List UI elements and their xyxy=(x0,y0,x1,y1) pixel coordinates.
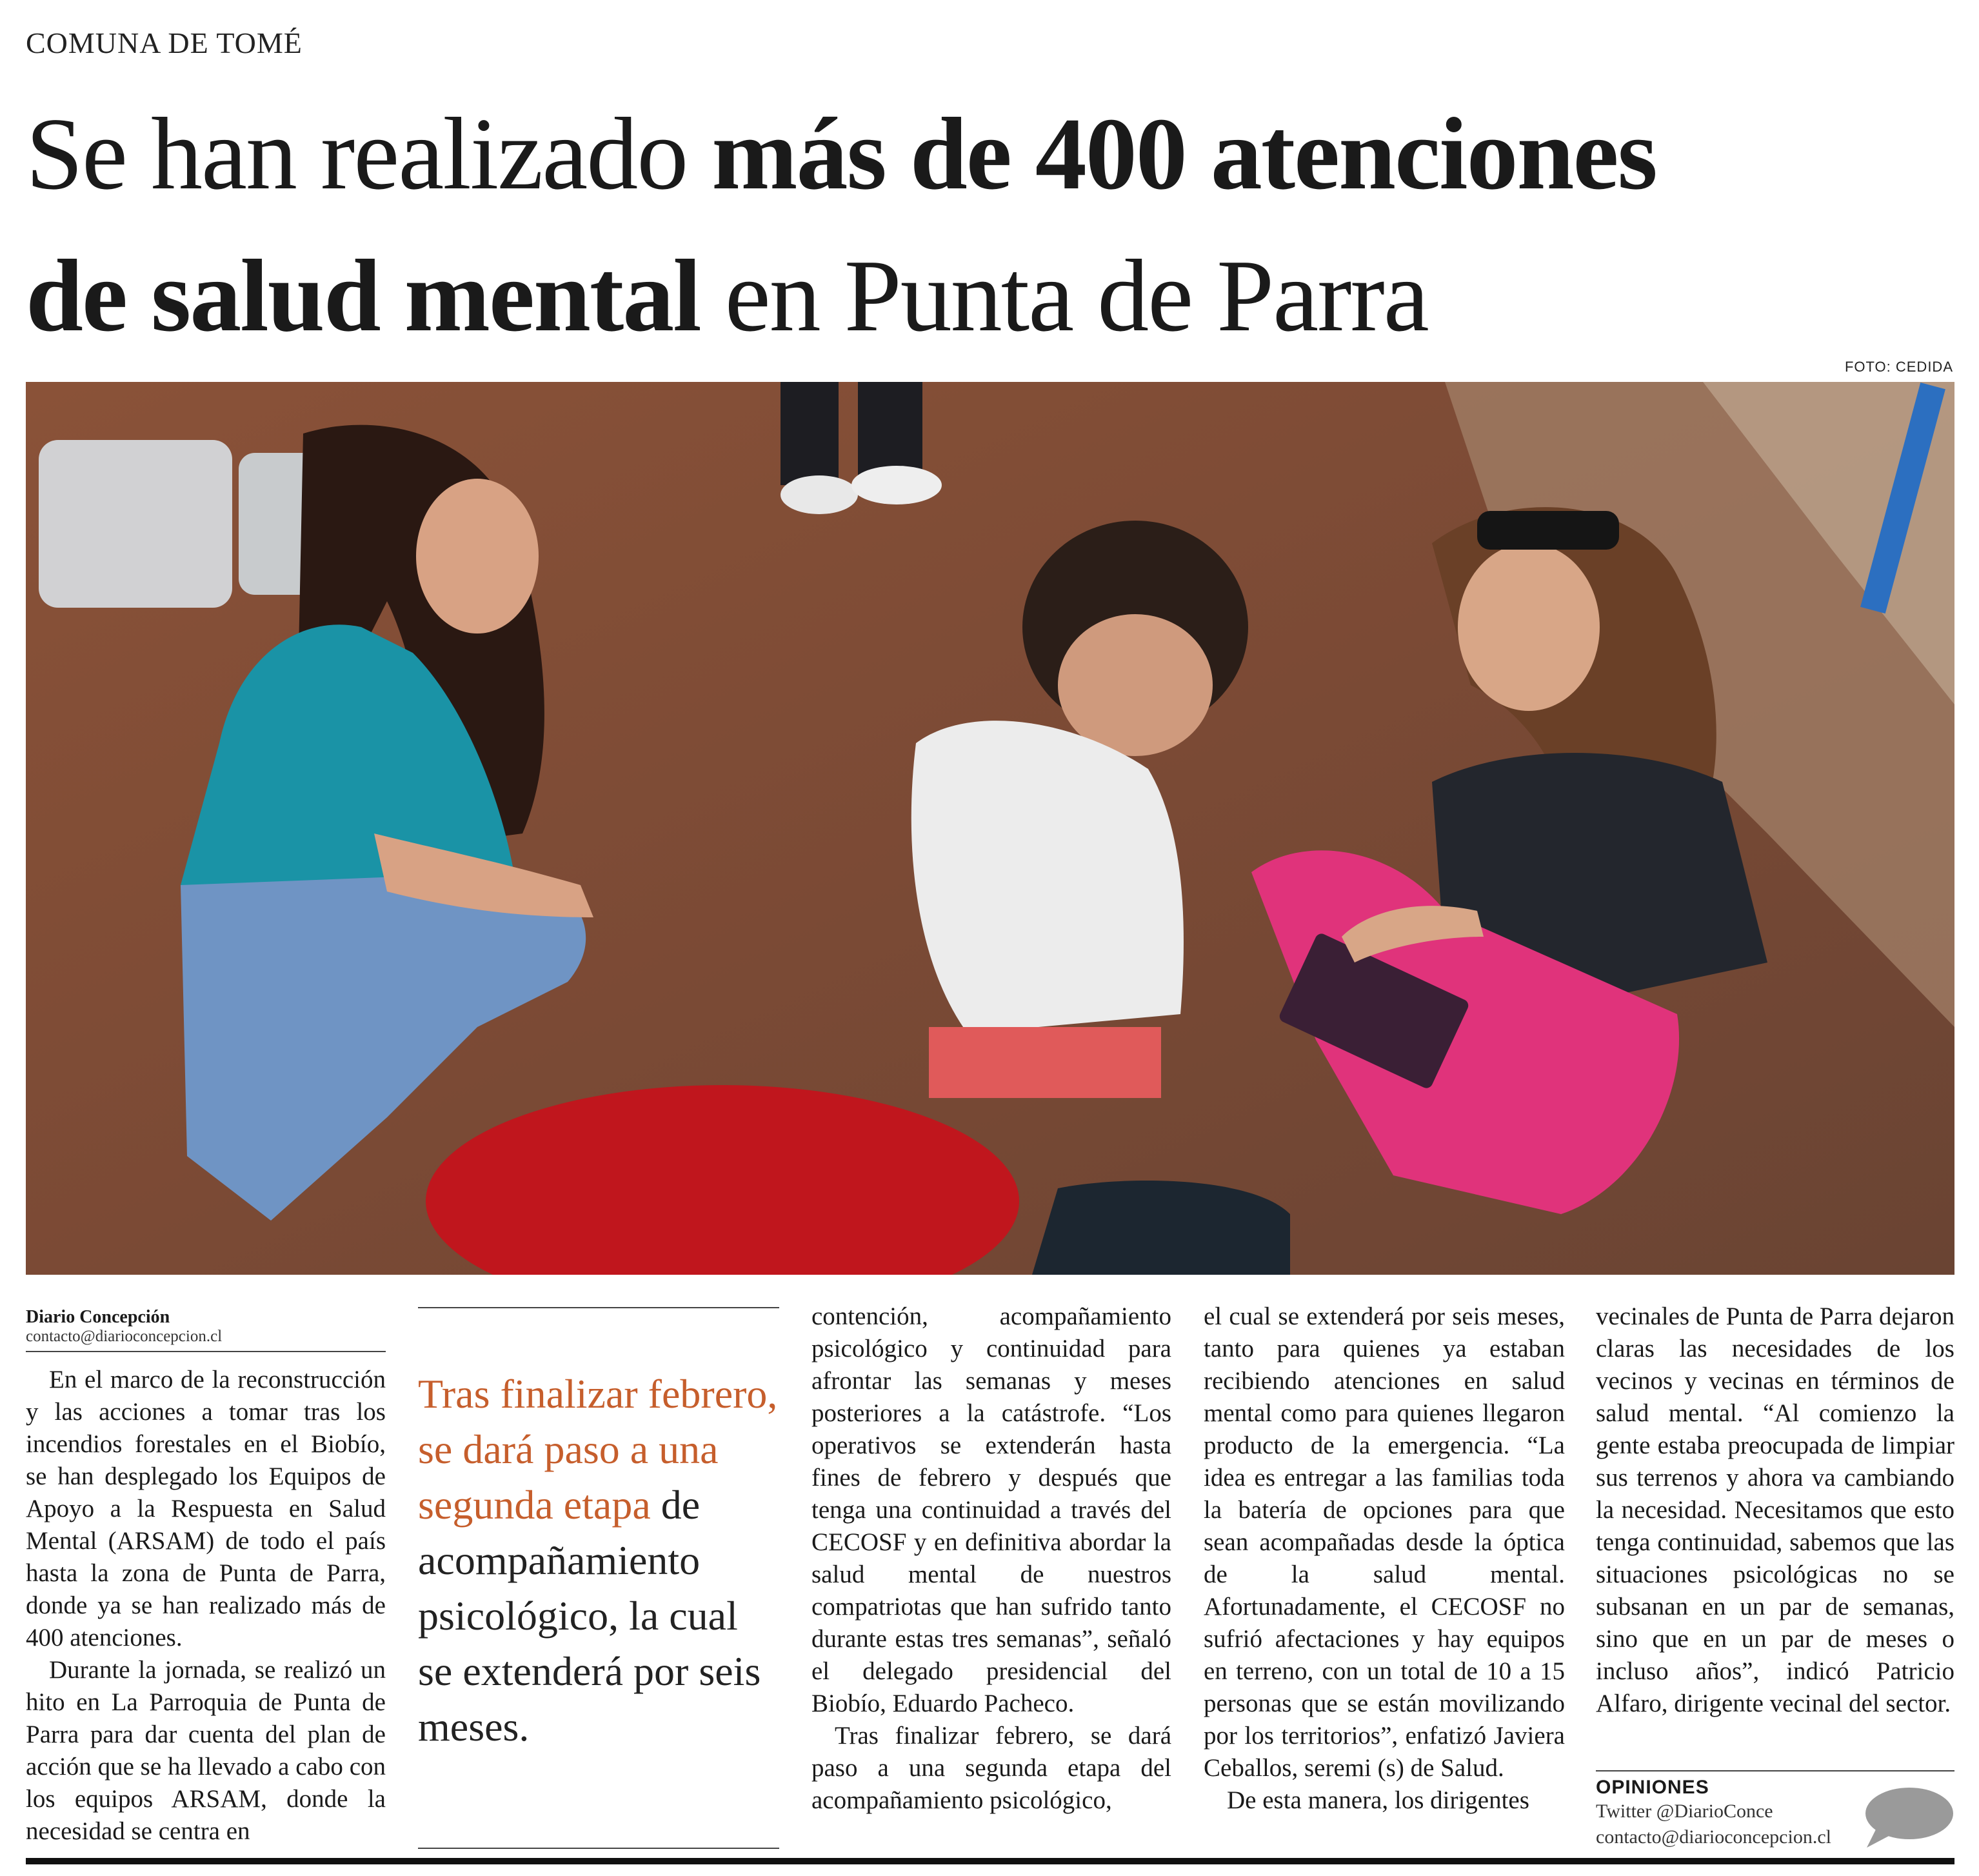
article-column-4 xyxy=(1596,1301,1954,1720)
col1-paragraph-1: En el marco de la reconstrucción y las acciones a tomar tras los incendios forestales en el Biobío, se han desplegado los Equipos de Apoyo a la Respuesta en Salud Mental (ARSAM) de todo el país hasta la zona de Punta de Parra, donde ya se han realizado más de 400 atenciones. xyxy=(26,1366,386,1651)
speech-bubble-icon xyxy=(1858,1784,1954,1849)
opinions-box xyxy=(1596,1770,1954,1850)
byline-name: Diario Concepción xyxy=(26,1307,170,1327)
pull-quote xyxy=(418,1307,779,1849)
col3-paragraph-2: De esta manera, los dirigentes xyxy=(1227,1786,1529,1814)
article-column-1 xyxy=(26,1364,386,1848)
headline-bold-2: de salud mental xyxy=(26,238,701,353)
col2-paragraph-1: contención, acompañamiento psicológico y continuidad para afrontar las semanas y meses posteriores a la catástrofe. “Los operativos se extenderán hasta fines de febrero y después que tenga una continuidad a través del CECOSF y en definitiva abordar la salud mental de nuestros compatriotas que han sufrido tanto durante estas tres semanas”, señaló el delegado presidencial del Biobío, Eduardo Pacheco. xyxy=(811,1302,1171,1717)
col4-paragraph-1: vecinales de Punta de Parra dejaron claras las necesidades de los vecinos y vecinas en términos de salud mental. “Al comienzo la gente estaba preocupada de limpiar sus terrenos y ahora va cambiando la necesidad. Necesitamos que esto tenga continuidad, sabemos que las situaciones psicológicas no se subsanan en un par de semanas, sino que en un par de meses o incluso años”, indicó Patricio Alfaro, dirigente vecinal del sector. xyxy=(1596,1302,1954,1717)
col3-paragraph-1: el cual se extenderá por seis meses, tanto para quienes ya estaban recibiendo atenciones en salud mental como para quienes llegaron producto de la emergencia. “La idea es entregar a las familias toda la batería de opciones para que sean acompañadas desde la óptica de la salud mental. Afortunadamente, el CECOSF no sufrió afectaciones y hay equipos en terreno, con un total de 10 a 15 personas que se están movilizando por los territorios”, enfatizó Javiera Ceballos, seremi (s) de Salud. xyxy=(1204,1302,1565,1782)
opinions-twitter[interactable]: Twitter @DiarioConce xyxy=(1596,1801,1773,1822)
col1-paragraph-2: Durante la jornada, se realizó un hito en La Parroquia de Punta de Parra para dar cuenta del plan de acción que se ha llevado a cabo con los equipos ARSAM, donde la necesidad se centra en xyxy=(26,1656,386,1845)
article-column-2 xyxy=(811,1301,1171,1817)
col2-paragraph-2: Tras finalizar febrero, se dará paso a una segunda etapa del acompañamiento psicológico, xyxy=(811,1722,1171,1814)
byline xyxy=(26,1307,386,1352)
headline-part-1: Se han realizado xyxy=(26,96,712,211)
bottom-rule xyxy=(26,1858,1954,1864)
article-photo xyxy=(26,382,1954,1275)
pull-quote-text: de acompañamiento psicológico, la cual se extenderá por seis meses. xyxy=(418,1482,761,1750)
opinions-email[interactable]: contacto@diarioconcepcion.cl xyxy=(1596,1826,1831,1848)
headline-part-2: en Punta de Parra xyxy=(700,238,1428,353)
section-label: COMUNA DE TOMÉ xyxy=(26,26,303,59)
byline-email: contacto@diarioconcepcion.cl xyxy=(26,1328,386,1352)
photo-credit: FOTO: CEDIDA xyxy=(1844,359,1953,375)
opinions-title: OPINIONES xyxy=(1596,1777,1709,1798)
article-column-3 xyxy=(1204,1301,1565,1817)
headline-bold-1: más de 400 atenciones xyxy=(711,96,1656,211)
pull-quote-accent: Tras finalizar febrero, se dará paso a una segunda etapa xyxy=(418,1371,778,1528)
headline xyxy=(26,83,1961,366)
